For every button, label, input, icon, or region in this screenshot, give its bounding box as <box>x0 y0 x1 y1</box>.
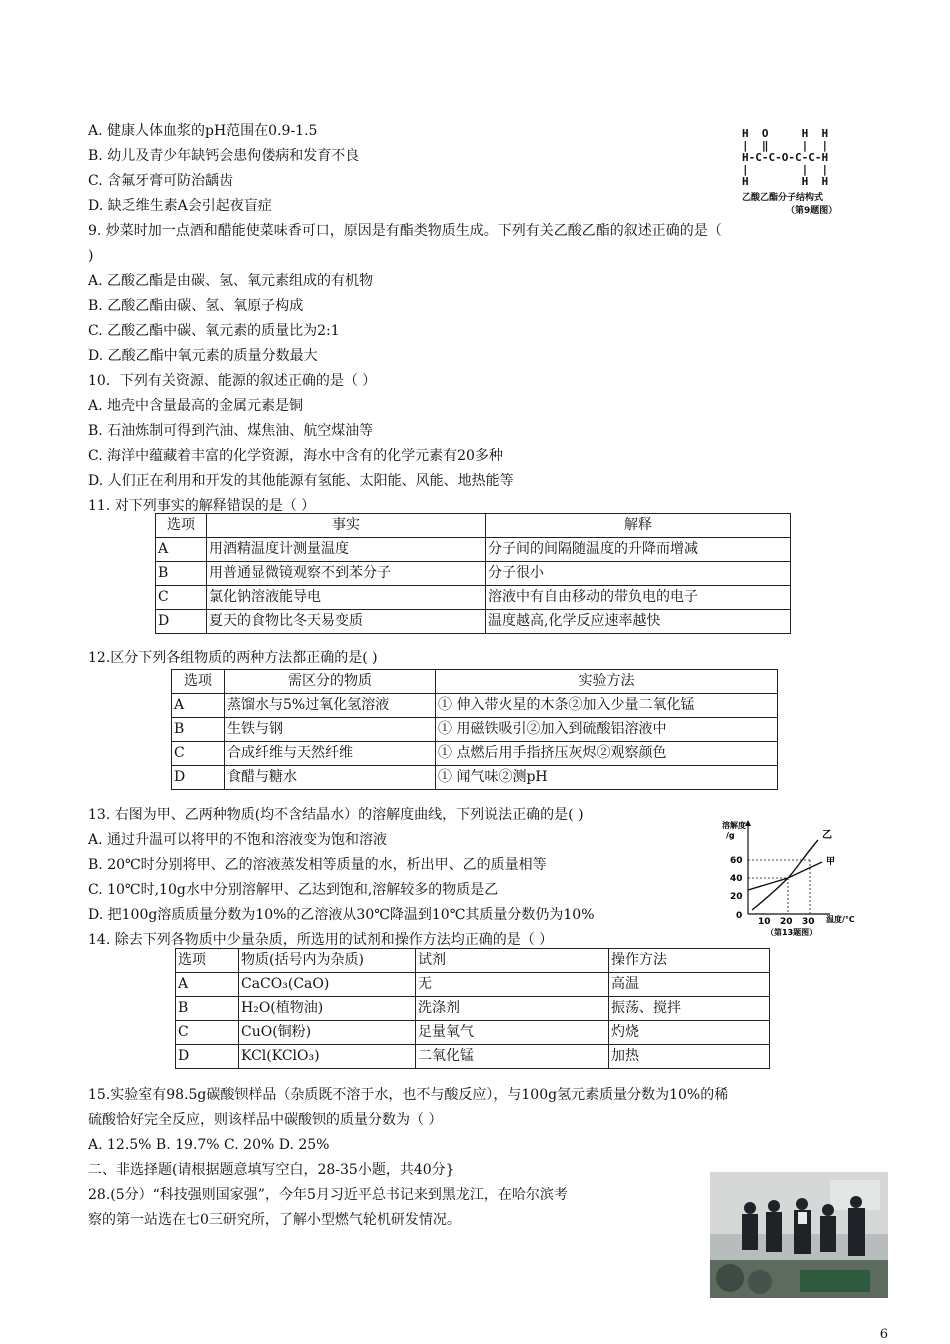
q8-option-a: A. 健康人体血浆的pH范围在0.9-1.5 <box>88 123 318 139</box>
q12-header-method: 实验方法 <box>436 670 778 694</box>
q14-cell: 无 <box>416 973 609 997</box>
photo-illustration <box>710 1172 888 1298</box>
q11-header-fact: 事实 <box>207 514 486 538</box>
q12-table <box>171 669 778 790</box>
q11-cell: D <box>156 610 207 634</box>
table-row <box>172 766 778 790</box>
ethyl-acetate-structure-figure <box>742 128 892 224</box>
table-row <box>176 1045 770 1069</box>
q14-stem: 14. 除去下列各物质中少量杂质，所选用的试剂和操作方法均正确的是（ ） <box>88 932 554 948</box>
q12-cell: ① 用磁铁吸引②加入到硫酸铝溶液中 <box>436 718 778 742</box>
y-axis-unit: /g <box>726 831 735 840</box>
q14-cell: 足量氧气 <box>416 1021 609 1045</box>
q14-header-substance: 物质(括号内为杂质) <box>239 949 416 973</box>
q14-cell: CaCO₃(CaO) <box>239 973 416 997</box>
table-row <box>172 718 778 742</box>
curve-jia <box>748 862 822 890</box>
q12-cell: A <box>172 694 225 718</box>
q11-cell: 分子很小 <box>486 562 791 586</box>
q11-cell: A <box>156 538 207 562</box>
origin-label: 0 <box>736 911 743 921</box>
structure-caption: 乙酸乙酯分子结构式 <box>742 193 824 203</box>
q10-option-b: B. 石油炼制可得到汽油、煤焦油、航空煤油等 <box>88 423 374 439</box>
q12-cell: 合成纤维与天然纤维 <box>225 742 436 766</box>
y-tick-label: 60 <box>730 856 743 866</box>
legend-yi: 乙 <box>822 830 832 841</box>
q8-option-b: B. 幼儿及青少年缺钙会患佝偻病和发育不良 <box>88 148 360 164</box>
q11-cell: 分子间的间隔随温度的升降而增减 <box>486 538 791 562</box>
q11-header-option: 选项 <box>156 514 207 538</box>
table-row <box>156 610 791 634</box>
structure-row-bond: | ‖ | | <box>742 139 829 152</box>
q11-cell: B <box>156 562 207 586</box>
q8-option-c: C. 含氟牙膏可防治龋齿 <box>88 173 234 189</box>
q12-cell: D <box>172 766 225 790</box>
q14-cell: 高温 <box>609 973 770 997</box>
q11-cell: 溶液中有自由移动的带负电的电子 <box>486 586 791 610</box>
q11-cell: 夏天的食物比冬天易变质 <box>207 610 486 634</box>
q11-cell: 用酒精温度计测量温度 <box>207 538 486 562</box>
q14-cell: D <box>176 1045 239 1069</box>
q14-table <box>175 948 770 1069</box>
q9-option-d: D. 乙酸乙酯中氧元素的质量分数最大 <box>88 348 318 364</box>
q14-header-operation: 操作方法 <box>609 949 770 973</box>
q11-header-explanation: 解释 <box>486 514 791 538</box>
q14-header-option: 选项 <box>176 949 239 973</box>
curve-yi <box>752 840 818 910</box>
q14-cell: 洗涤剂 <box>416 997 609 1021</box>
table-row <box>172 742 778 766</box>
q11-cell: C <box>156 586 207 610</box>
table-row <box>176 973 770 997</box>
q12-cell: 食醋与糖水 <box>225 766 436 790</box>
q14-cell: A <box>176 973 239 997</box>
q13-option-a: A. 通过升温可以将甲的不饱和溶液变为饱和溶液 <box>88 832 388 848</box>
q14-cell: 灼烧 <box>609 1021 770 1045</box>
q12-cell: ① 伸入带火星的木条②加入少量二氧化锰 <box>436 694 778 718</box>
q11-table <box>155 513 791 634</box>
q12-header-option: 选项 <box>172 670 225 694</box>
page-number: 6 <box>879 1327 888 1342</box>
x-axis-label: 温度/℃ <box>826 915 855 924</box>
q14-cell: H₂O(植物油) <box>239 997 416 1021</box>
solubility-chart <box>722 818 872 936</box>
q11-stem: 11. 对下列事实的解释错误的是（ ） <box>88 498 316 514</box>
y-axis-label: 溶解度 <box>722 821 746 830</box>
q14-cell: 加热 <box>609 1045 770 1069</box>
table-row <box>172 694 778 718</box>
structure-figure-label: （第9题图） <box>786 206 838 216</box>
q11-cell: 温度越高,化学反应速率越快 <box>486 610 791 634</box>
q14-cell: B <box>176 997 239 1021</box>
q15-stem-line1: 15.实验室有98.5g碳酸钡样品（杂质既不溶于水，也不与酸反应），与100g氢元素质量分数为10%的稀 <box>88 1087 729 1103</box>
x-tick-label: 20 <box>780 917 793 927</box>
q13-option-c: C. 10℃时,10g水中分别溶解甲、乙达到饱和,溶解较多的物质是乙 <box>88 882 499 898</box>
x-tick-label: 30 <box>802 917 815 927</box>
q10-option-d: D. 人们正在利用和开发的其他能源有氢能、太阳能、风能、地热能等 <box>88 473 514 489</box>
legend-jia: 甲 <box>826 857 836 867</box>
table-row <box>176 1021 770 1045</box>
structure-row-middle: H-C-C-O-C-C-H <box>742 151 829 164</box>
q10-stem: 10．下列有关资源、能源的叙述正确的是（ ） <box>88 373 377 389</box>
q9-stem-end: ) <box>88 248 94 264</box>
q15-stem-line2: 硫酸恰好完全反应，则该样品中碳酸钡的质量分数为（ ） <box>88 1112 443 1128</box>
q13-option-b: B. 20℃时分别将甲、乙的溶液蒸发相等质量的水，析出甲、乙的质量相等 <box>88 857 547 873</box>
structure-row-bond: | | | <box>742 163 829 176</box>
q12-cell: C <box>172 742 225 766</box>
structure-row-top: H O H H <box>742 127 829 140</box>
q12-stem: 12.区分下列各组物质的两种方法都正确的是( ) <box>88 650 378 666</box>
q12-header-substances: 需区分的物质 <box>225 670 436 694</box>
section-2-heading: 二、非选择题(请根据题意填写空白，28-35小题，共40分} <box>88 1162 455 1178</box>
q9-option-c: C. 乙酸乙酯中碳、氧元素的质量比为2:1 <box>88 323 340 339</box>
q12-cell: ① 闻气味②测pH <box>436 766 778 790</box>
y-tick-label: 40 <box>730 874 743 884</box>
q14-cell: KCl(KClO₃) <box>239 1045 416 1069</box>
table-row <box>156 586 791 610</box>
table-row <box>176 997 770 1021</box>
q28-stem-line2: 察的第一站选在七0三研究所，了解小型燃气轮机研发情况。 <box>88 1212 461 1228</box>
q10-option-c: C. 海洋中蕴藏着丰富的化学资源，海水中含有的化学元素有20多种 <box>88 448 503 464</box>
q12-cell: ① 点燃后用手指挤压灰烬②观察颜色 <box>436 742 778 766</box>
q11-cell: 氯化钠溶液能导电 <box>207 586 486 610</box>
q13-option-d: D. 把100g溶质质量分数为10%的乙溶液从30℃降温到10℃其质量分数仍为10% <box>88 907 595 923</box>
q14-header-reagent: 试剂 <box>416 949 609 973</box>
q15-options: A. 12.5% B. 19.7% C. 20% D. 25% <box>88 1137 330 1153</box>
table-row <box>156 562 791 586</box>
q11-cell: 用普通显微镜观察不到苯分子 <box>207 562 486 586</box>
q14-cell: CuO(铜粉) <box>239 1021 416 1045</box>
q13-stem: 13. 右图为甲、乙两种物质(均不含结晶水）的溶解度曲线，下列说法正确的是( ) <box>88 807 584 823</box>
q9-option-b: B. 乙酸乙酯由碳、氢、氧原子构成 <box>88 298 304 314</box>
solubility-curve-figure <box>722 818 872 936</box>
q14-cell: 振荡、搅拌 <box>609 997 770 1021</box>
figure-caption: （第13题图） <box>766 928 818 936</box>
q9-option-a: A. 乙酸乙酯是由碳、氢、氧元素组成的有机物 <box>88 273 374 289</box>
q12-cell: 生铁与钢 <box>225 718 436 742</box>
structure-row-bottom: H H H <box>742 175 829 188</box>
news-photo <box>710 1172 888 1298</box>
q12-cell: B <box>172 718 225 742</box>
q10-option-a: A. 地壳中含量最高的金属元素是铜 <box>88 398 304 414</box>
y-tick-label: 20 <box>730 892 743 902</box>
q9-stem: 9. 炒菜时加一点酒和醋能使菜味香可口，原因是有酯类物质生成。下列有关乙酸乙酯的叙述正确的是（ <box>88 223 722 239</box>
x-tick-label: 10 <box>758 917 771 927</box>
table-row <box>156 538 791 562</box>
q12-cell: 蒸馏水与5%过氧化氢溶液 <box>225 694 436 718</box>
q8-option-d: D. 缺乏维生素A会引起夜盲症 <box>88 198 272 214</box>
q28-stem-line1: 28.(5分）“科技强则国家强”，今年5月习近平总书记来到黑龙江，在哈尔滨考 <box>88 1187 568 1203</box>
q14-cell: 二氧化锰 <box>416 1045 609 1069</box>
q14-cell: C <box>176 1021 239 1045</box>
